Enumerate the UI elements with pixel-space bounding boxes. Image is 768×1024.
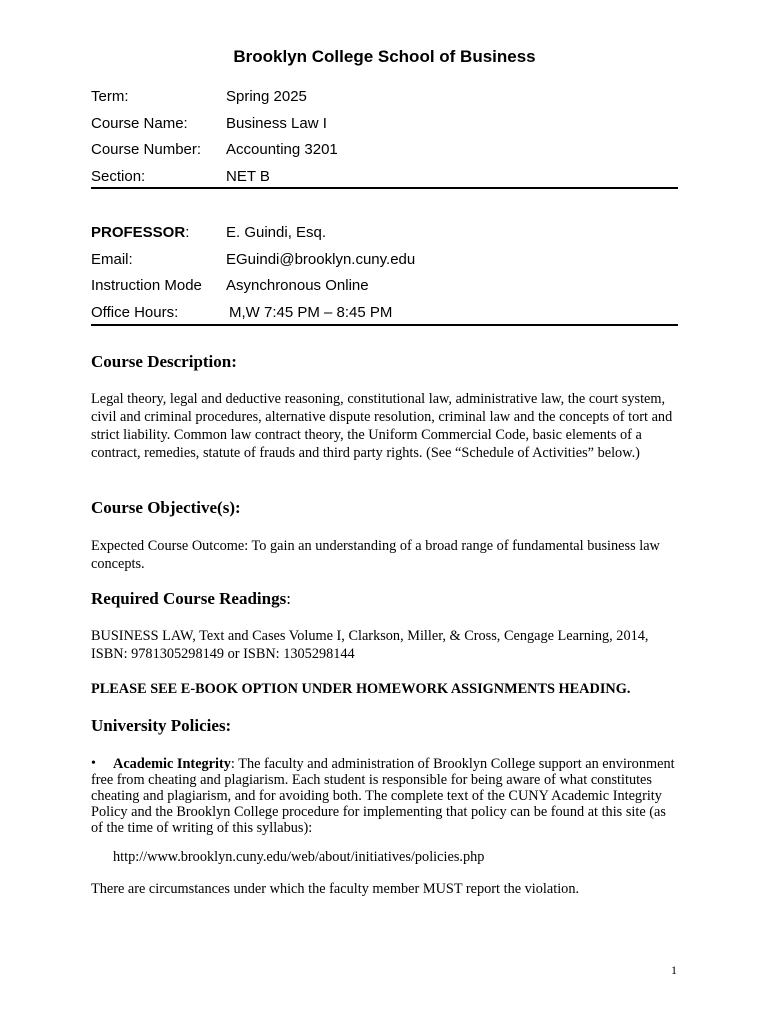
course-number-label: Course Number: — [91, 141, 202, 159]
course-info-row-name — [91, 111, 678, 138]
instruction-mode-value: Asynchronous Online — [226, 277, 369, 295]
office-hours-row — [91, 300, 678, 327]
professor-row — [91, 220, 678, 247]
course-number-value: Accounting 3201 — [226, 141, 338, 159]
policies-url[interactable]: http://www.brooklyn.cuny.edu/web/about/initiatives/policies.php — [113, 849, 485, 865]
required-readings-text: BUSINESS LAW, Text and Cases Volume I, Clarkson, Miller, & Cross, Cengage Learning, 2014, ISBN: 9781305298149 or ISBN: 1305298144 — [91, 628, 649, 662]
professor-value: E. Guindi, Esq. — [226, 224, 327, 241]
email-value: EGuindi@brooklyn.cuny.edu — [226, 250, 416, 268]
document-title: Brooklyn College School of Business — [233, 47, 536, 66]
email-label: Email: — [91, 250, 133, 268]
ebook-notice: PLEASE SEE E-BOOK OPTION UNDER HOMEWORK ASSIGNMENTS HEADING. — [91, 681, 631, 697]
instruction-mode-label: Instruction Mode — [91, 277, 202, 295]
office-hours-label: Office Hours: — [91, 304, 179, 322]
course-objectives-heading: Course Objective(s): — [91, 498, 241, 517]
professor-info-divider — [91, 324, 678, 326]
course-description-heading: Course Description: — [91, 352, 237, 371]
academic-integrity-text: : The faculty and administration of Brooklyn College support an environment free from cheating and plagiarism. Each student is responsible for being aware of what constitutes cheating and plagiarism, and for avoiding both. The complete text of the CUNY Academic Integrity Policy and the Brooklyn College procedure for implementing that policy can be found at this site (as of the time of writing of this syllabus): — [91, 756, 675, 836]
academic-integrity-label: Academic Integrity — [113, 756, 231, 772]
course-name-label: Course Name: — [91, 114, 188, 132]
email-row — [91, 247, 678, 274]
page-number: 1 — [671, 963, 677, 977]
professor-label: PROFESSOR: — [91, 224, 190, 241]
course-info-row-number — [91, 137, 678, 164]
course-description-text: Legal theory, legal and deductive reasoning, constitutional law, administrative law, the court system, civil and criminal procedures, alternative dispute resolution, criminal law and the concepts of tort and strict liability. Common law contract theory, the Uniform Commercial Code, basic elements of a contract, remedies, statute of frauds and third party rights. (See “Schedule of Activities” below.) — [91, 391, 673, 461]
academic-integrity-item — [91, 756, 678, 836]
section-label: Section: — [91, 168, 146, 186]
course-objectives-text: Expected Course Outcome: To gain an understanding of a broad range of fundamental business law concepts. — [91, 538, 660, 572]
course-info-divider — [91, 187, 678, 189]
course-info-row-term — [91, 84, 678, 111]
section-value: NET B — [226, 168, 270, 186]
reporting-notice: There are circumstances under which the faculty member MUST report the violation. — [91, 881, 580, 897]
required-readings-heading: Required Course Readings: — [91, 589, 291, 608]
office-hours-value: M,W 7:45 PM – 8:45 PM — [229, 304, 393, 322]
instruction-mode-row — [91, 273, 678, 300]
bullet-icon: • — [91, 756, 96, 771]
term-label: Term: — [91, 88, 129, 105]
course-name-value: Business Law I — [226, 114, 327, 132]
course-info-block — [91, 84, 678, 191]
university-policies-heading: University Policies: — [91, 716, 232, 735]
term-value: Spring 2025 — [226, 88, 307, 105]
professor-info-block — [91, 220, 678, 327]
